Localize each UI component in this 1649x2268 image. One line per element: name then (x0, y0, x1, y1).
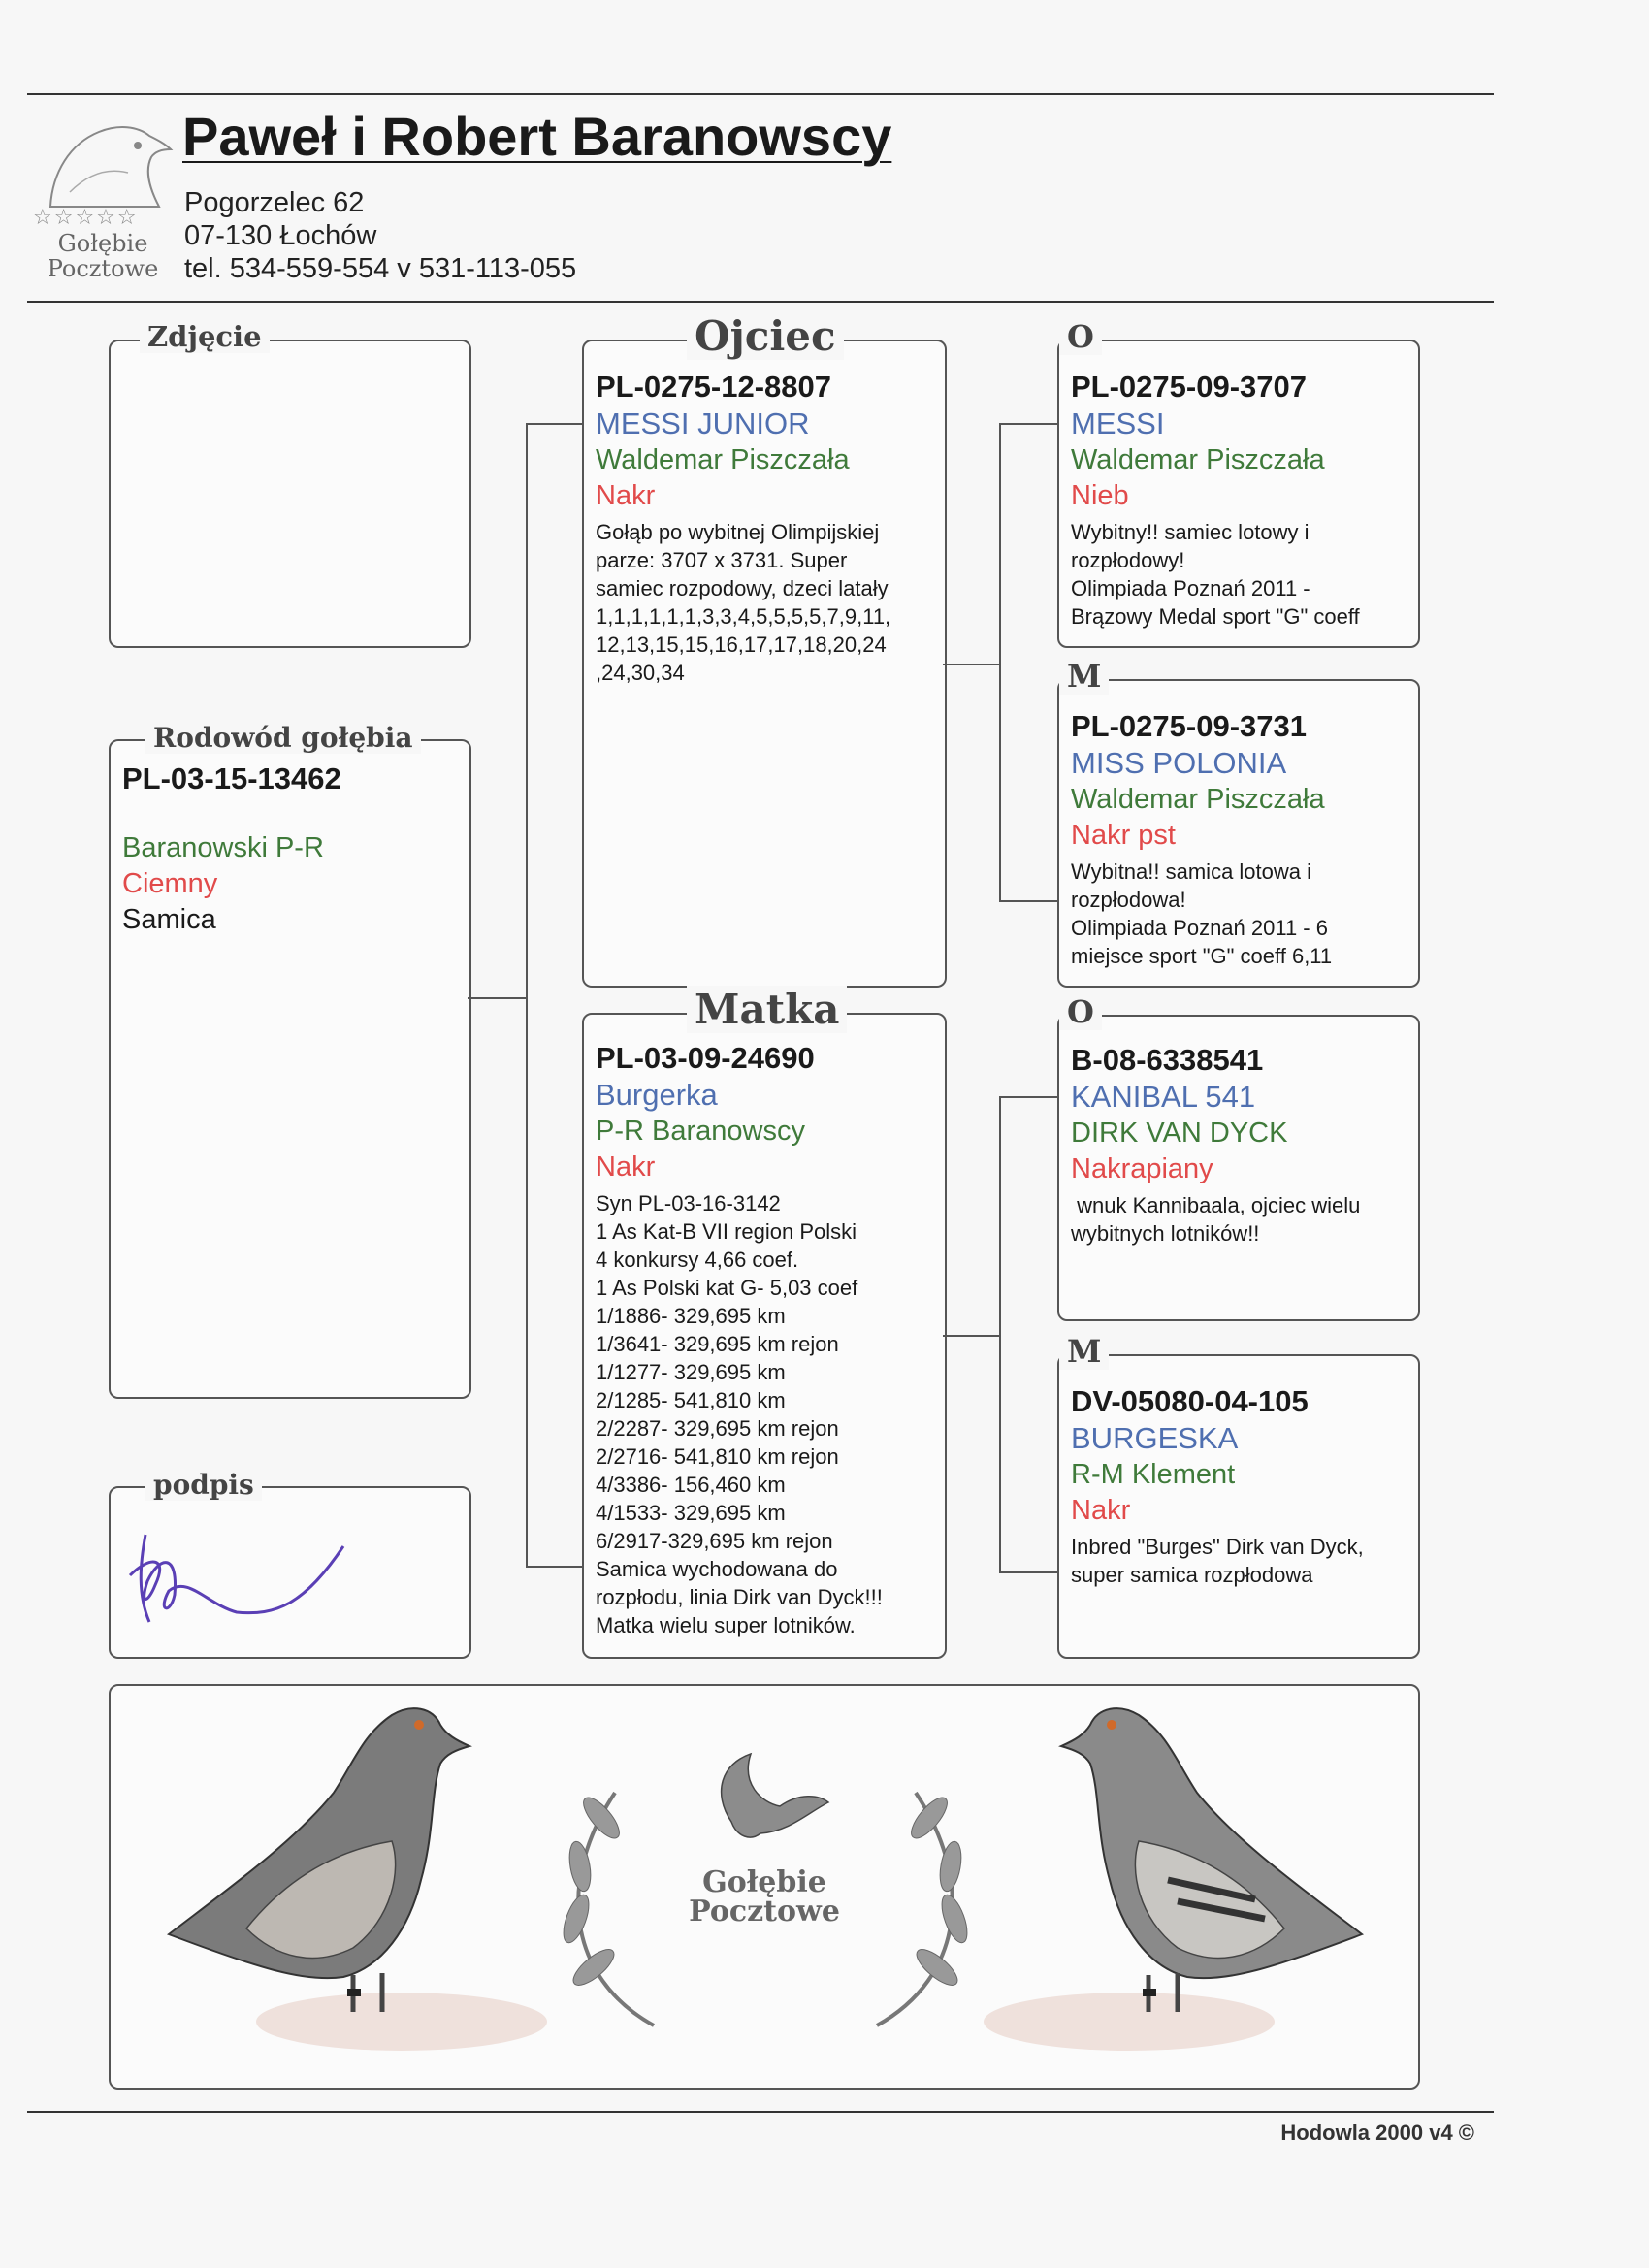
connector-line (999, 1096, 1001, 1573)
mother-note-line: Samica wychodowana do (596, 1557, 838, 1581)
flying-dove-icon (722, 1754, 828, 1837)
father-ring: PL-0275-12-8807 (596, 370, 831, 404)
connector-line (999, 423, 1057, 425)
mother-note-line: 1 As Polski kat G- 5,03 coef (596, 1276, 858, 1300)
logo-line2: Pocztowe (47, 255, 159, 282)
father-mother-legend: M (1059, 658, 1109, 695)
father-father-note-line: rozpłodowy! (1071, 548, 1185, 572)
connector-line (999, 1571, 1057, 1573)
father-mother-note (1071, 858, 1408, 970)
signature-image (111, 1488, 469, 1657)
mother-note-line: 4 konkursy 4,66 coef. (596, 1247, 799, 1272)
footer-credit: Hodowla 2000 v4 © (1280, 2121, 1474, 2145)
mother-mother-note-line: super samica rozpłodowa (1071, 1563, 1313, 1587)
connector-line (526, 1566, 582, 1568)
father-father-note-line: Wybitny!! samiec lotowy i (1071, 520, 1310, 544)
mother-mother-breeder: R-M Klement (1071, 1459, 1236, 1490)
mother-note-line: 1/3641- 329,695 km rejon (596, 1332, 839, 1356)
pigeon-breeder: Baranowski P-R (122, 832, 324, 863)
mother-father-note-line: wybitnych lotników!! (1071, 1221, 1260, 1246)
pedigree-box (109, 722, 471, 1399)
father-mother-note-line: rozpłodowa! (1071, 888, 1186, 912)
connector-line (526, 423, 582, 425)
father-legend: Ojciec (687, 312, 844, 360)
mother-color: Nakr (596, 1151, 656, 1183)
mother-father-legend: O (1059, 993, 1102, 1030)
father-mother-note-line: Olimpiada Poznań 2011 - 6 (1071, 916, 1328, 940)
mother-breeder: P-R Baranowscy (596, 1116, 805, 1147)
mother-note-line: rozpłodu, linia Dirk van Dyck!!! (596, 1585, 883, 1609)
mother-note-line: 4/1533- 329,695 km (596, 1501, 786, 1525)
mother-note-line: 1 As Kat-B VII region Polski (596, 1219, 857, 1244)
address-line1: Pogorzelec 62 (184, 187, 365, 218)
connector-line (943, 664, 999, 665)
bottom-rule (27, 2111, 1494, 2113)
mother-note-line: 2/2287- 329,695 km rejon (596, 1416, 839, 1441)
father-mother-ring: PL-0275-09-3731 (1071, 709, 1307, 743)
father-father-color: Nieb (1071, 480, 1129, 511)
father-note-line: ,24,30,34 (596, 661, 685, 685)
father-note-line: 1,1,1,1,1,1,3,3,4,5,5,5,5,7,9,11, (596, 604, 891, 629)
connector-line (526, 423, 528, 1568)
mother-note-line: 4/3386- 156,460 km (596, 1473, 786, 1497)
father-mother-note-line: Wybitna!! samica lotowa i (1071, 859, 1312, 884)
pigeon-color: Ciemny (122, 868, 218, 899)
pigeon-head-logo-icon (41, 114, 177, 211)
father-note-line: Gołąb po wybitnej Olimpijskiej (596, 520, 880, 544)
father-breeder: Waldemar Piszczała (596, 444, 850, 475)
banner-box (109, 1684, 1420, 2090)
mother-ring: PL-03-09-24690 (596, 1041, 815, 1075)
father-mother-name: MISS POLONIA (1071, 746, 1287, 780)
pigeon-ring: PL-03-15-13462 (122, 761, 341, 795)
signature-box (109, 1469, 471, 1659)
father-father-note-line: Brązowy Medal sport "G" coeff (1071, 604, 1360, 629)
mother-mother-legend: M (1059, 1333, 1109, 1370)
mother-box (582, 986, 947, 1659)
left-pigeon-icon (169, 1708, 547, 2051)
breeder-title: Paweł i Robert Baranowscy (182, 106, 892, 167)
banner-text (648, 1865, 881, 1928)
mother-note-line: 6/2917-329,695 km rejon (596, 1529, 833, 1553)
mother-mother-name: BURGESKA (1071, 1421, 1239, 1455)
mother-father-note (1071, 1191, 1408, 1247)
father-father-box (1057, 318, 1420, 648)
address-line2: 07-130 Łochów (184, 220, 377, 251)
father-note-line: parze: 3707 x 3731. Super (596, 548, 848, 572)
pigeon-sex: Samica (122, 904, 216, 935)
father-father-note-line: Olimpiada Poznań 2011 - (1071, 576, 1310, 600)
father-mother-note-line: miejsce sport "G" coeff 6,11 (1071, 944, 1333, 968)
father-box (582, 312, 947, 988)
mother-name: Burgerka (596, 1078, 718, 1112)
mother-father-note-line: wnuk Kannibaala, ojciec wielu (1071, 1193, 1361, 1217)
connector-line (943, 1335, 999, 1337)
connector-line (468, 997, 526, 999)
mother-mother-note-line: Inbred "Burges" Dirk van Dyck, (1071, 1535, 1364, 1559)
top-rule (27, 93, 1494, 95)
signature-legend: podpis (146, 1469, 262, 1501)
mother-note-line: 1/1277- 329,695 km (596, 1360, 786, 1384)
mother-note-line: Syn PL-03-16-3142 (596, 1191, 781, 1215)
mother-mother-note (1071, 1533, 1408, 1589)
father-note-line: samiec rozpodowy, dzeci latały (596, 576, 889, 600)
father-name: MESSI JUNIOR (596, 406, 810, 440)
father-color: Nakr (596, 480, 656, 511)
mother-note-line: 2/2716- 541,810 km rejon (596, 1444, 839, 1469)
banner-line1: Gołębie (702, 1865, 826, 1899)
banner-line2: Pocztowe (689, 1895, 840, 1928)
mother-legend: Matka (687, 986, 847, 1033)
mother-note (596, 1189, 935, 1639)
phone-line: tel. 534-559-554 v 531-113-055 (184, 253, 577, 284)
father-father-legend: O (1059, 318, 1102, 355)
father-father-note (1071, 518, 1408, 631)
logo-stars: ☆☆☆☆☆ (33, 206, 139, 230)
father-mother-breeder: Waldemar Piszczała (1071, 784, 1325, 815)
mother-note-line: 1/1886- 329,695 km (596, 1304, 786, 1328)
photo-box (109, 320, 471, 648)
father-father-name: MESSI (1071, 406, 1165, 440)
father-father-ring: PL-0275-09-3707 (1071, 370, 1307, 404)
father-father-breeder: Waldemar Piszczała (1071, 444, 1325, 475)
logo-text (35, 231, 171, 281)
mother-note-line: 2/1285- 541,810 km (596, 1388, 786, 1412)
pedigree-legend: Rodowód gołębia (146, 722, 421, 754)
mother-note-line: Matka wielu super lotników. (596, 1613, 856, 1637)
right-pigeon-icon (984, 1708, 1362, 2051)
mother-father-name: KANIBAL 541 (1071, 1080, 1256, 1114)
connector-line (999, 900, 1057, 902)
mother-mother-color: Nakr (1071, 1495, 1131, 1526)
father-mother-color: Nakr pst (1071, 820, 1176, 851)
mother-mother-box (1057, 1333, 1420, 1659)
mother-father-breeder: DIRK VAN DYCK (1071, 1118, 1288, 1149)
connector-line (999, 423, 1001, 902)
connector-line (999, 1096, 1057, 1098)
mother-mother-ring: DV-05080-04-105 (1071, 1384, 1309, 1418)
father-note-line: 12,13,15,15,16,17,17,18,20,24 (596, 632, 887, 657)
mother-father-ring: B-08-6338541 (1071, 1043, 1264, 1077)
mother-father-color: Nakrapiany (1071, 1153, 1213, 1184)
father-mother-box (1057, 658, 1420, 988)
father-note (596, 518, 935, 687)
mother-father-box (1057, 993, 1420, 1321)
logo-line1: Gołębie (57, 230, 148, 257)
header-rule (27, 301, 1494, 303)
photo-legend: Zdjęcie (140, 320, 270, 353)
